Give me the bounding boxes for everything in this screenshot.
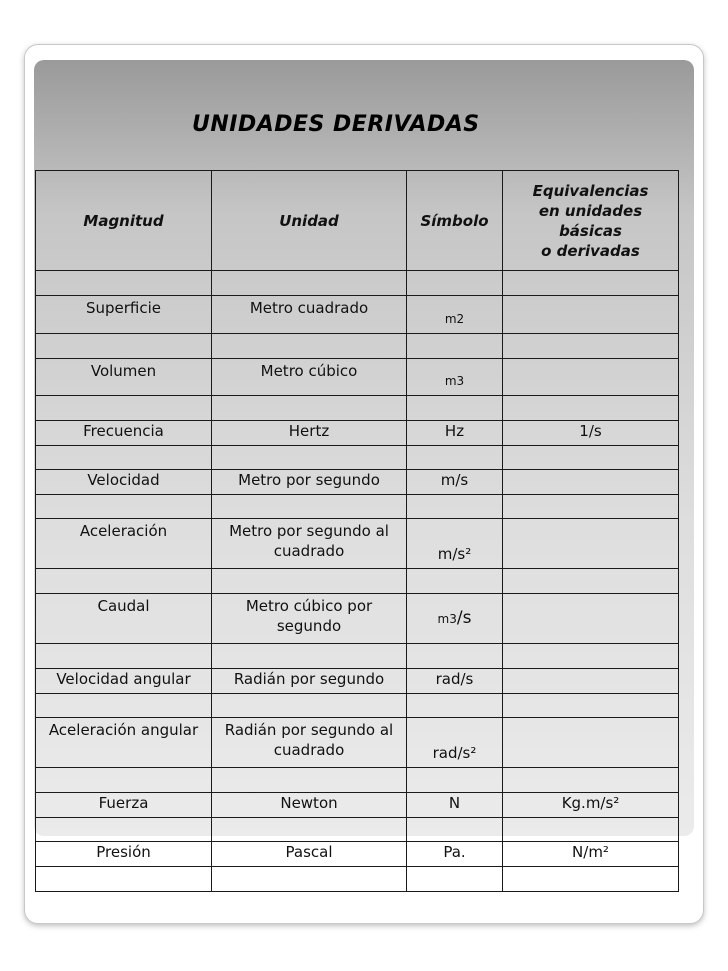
cell-equivalencia <box>503 470 679 495</box>
cell-simbolo: m3/s <box>407 594 503 644</box>
cell-magnitud: Velocidad <box>36 470 212 495</box>
cell-unidad: Newton <box>212 793 407 818</box>
header-equivalencias <box>503 171 679 271</box>
header-equivalencias-line: Equivalencias <box>532 181 649 200</box>
header-equivalencias-line: en unidades <box>538 201 643 220</box>
cell-equivalencia: 1/s <box>503 421 679 446</box>
cell-equivalencia <box>503 718 679 768</box>
spacer-row <box>36 694 679 718</box>
cell-unidad: Pascal <box>212 842 407 867</box>
cell-simbolo: rad/s <box>407 669 503 694</box>
spacer-row <box>36 396 679 421</box>
slide-title: UNIDADES DERIVADAS <box>192 112 480 137</box>
spacer-row <box>36 446 679 470</box>
table-row <box>36 842 679 867</box>
table-row <box>36 470 679 495</box>
table-row <box>36 718 679 768</box>
header-equivalencias-line: o derivadas <box>541 241 640 260</box>
cell-simbolo: Pa. <box>407 842 503 867</box>
cell-magnitud: Aceleración angular <box>36 718 212 768</box>
cell-simbolo: m/s² <box>407 519 503 569</box>
cell-magnitud: Caudal <box>36 594 212 644</box>
cell-simbolo: m3 <box>407 359 503 396</box>
cell-simbolo: m/s <box>407 470 503 495</box>
cell-equivalencia <box>503 359 679 396</box>
cell-simbolo: Hz <box>407 421 503 446</box>
table-row <box>36 594 679 644</box>
cell-unidad: Radián por segundo al cuadrado <box>212 718 407 768</box>
cell-equivalencia <box>503 594 679 644</box>
spacer-row <box>36 818 679 842</box>
cell-simbolo: m2 <box>407 296 503 334</box>
spacer-row <box>36 334 679 359</box>
cell-magnitud: Aceleración <box>36 519 212 569</box>
cell-equivalencia <box>503 296 679 334</box>
cell-unidad: Metro cúbico <box>212 359 407 396</box>
header-simbolo: Símbolo <box>407 171 503 271</box>
cell-unidad: Metro cuadrado <box>212 296 407 334</box>
cell-unidad: Metro cúbico por segundo <box>212 594 407 644</box>
cell-simbolo: rad/s² <box>407 718 503 768</box>
table-row <box>36 359 679 396</box>
cell-unidad: Metro por segundo <box>212 470 407 495</box>
cell-magnitud: Frecuencia <box>36 421 212 446</box>
cell-magnitud: Presión <box>36 842 212 867</box>
header-unidad: Unidad <box>212 171 407 271</box>
cell-magnitud: Fuerza <box>36 793 212 818</box>
cell-equivalencia: N/m² <box>503 842 679 867</box>
spacer-row <box>36 644 679 669</box>
table-row <box>36 669 679 694</box>
cell-magnitud: Volumen <box>36 359 212 396</box>
cell-simbolo: N <box>407 793 503 818</box>
cell-equivalencia <box>503 669 679 694</box>
cell-magnitud: Superficie <box>36 296 212 334</box>
derived-units-table <box>35 170 679 892</box>
spacer-row <box>36 271 679 296</box>
spacer-row <box>36 768 679 793</box>
cell-unidad: Hertz <box>212 421 407 446</box>
table-row <box>36 519 679 569</box>
table-row <box>36 421 679 446</box>
table-row <box>36 793 679 818</box>
cell-magnitud: Velocidad angular <box>36 669 212 694</box>
table-row <box>36 296 679 334</box>
cell-equivalencia: Kg.m/s² <box>503 793 679 818</box>
header-equivalencias-line: básicas <box>559 221 622 240</box>
cell-unidad: Metro por segundo al cuadrado <box>212 519 407 569</box>
spacer-row <box>36 867 679 892</box>
spacer-row <box>36 569 679 594</box>
table-header-row <box>36 171 679 271</box>
cell-unidad: Radián por segundo <box>212 669 407 694</box>
header-magnitud: Magnitud <box>36 171 212 271</box>
spacer-row <box>36 495 679 519</box>
cell-equivalencia <box>503 519 679 569</box>
